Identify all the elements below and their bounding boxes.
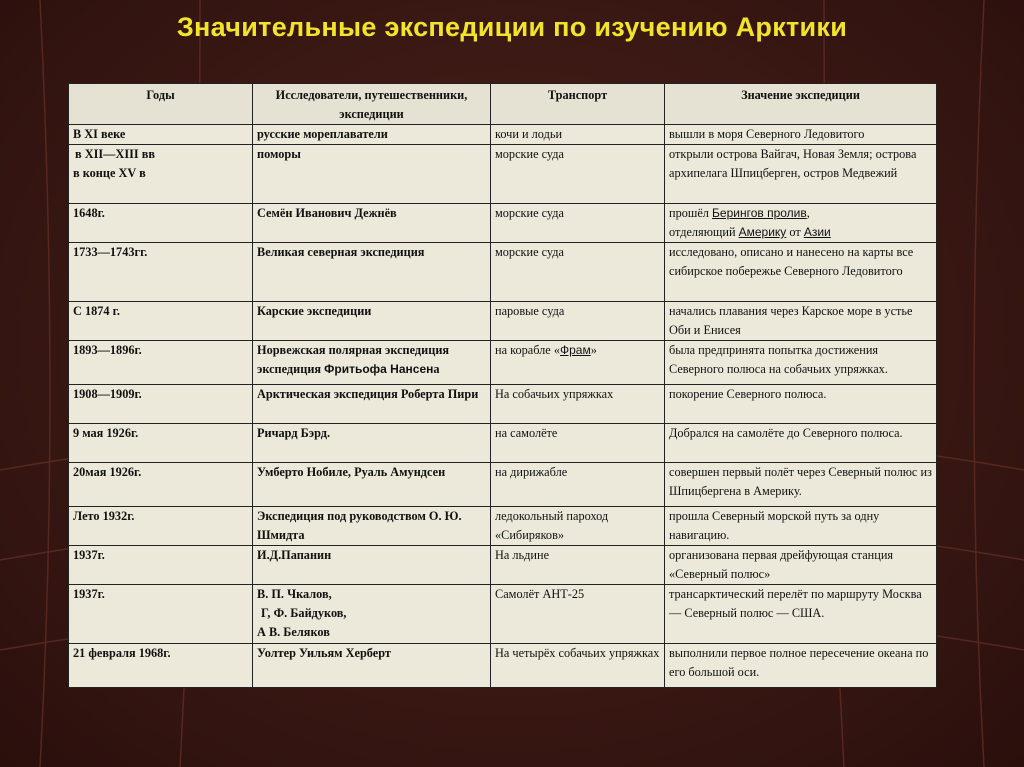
cell-significance [665, 204, 937, 243]
cell-year: 20мая 1926г. [69, 463, 253, 507]
table-row [69, 585, 937, 644]
cell-explorer-line: В. П. Чкалов, [257, 587, 332, 601]
cell-explorer [253, 585, 491, 644]
cell-transport: паровые суда [491, 302, 665, 341]
table-row [69, 644, 937, 688]
cell-year [69, 145, 253, 204]
cell-transport [491, 341, 665, 385]
cell-year: Лето 1932г. [69, 507, 253, 546]
cell-explorer-line: экспедиция Фритьофа Нансена [257, 362, 440, 376]
explorer-suffix: а [433, 362, 440, 376]
cell-significance: была предпринята попытка достижения Северного полюса на собачьих упряжках. [665, 341, 937, 385]
cell-significance: совершен первый полёт через Северный полюс из Шпицбергена в Америку. [665, 463, 937, 507]
transport-text: » [590, 343, 597, 357]
cell-significance: покорение Северного полюса. [665, 385, 937, 424]
expeditions-table [68, 83, 937, 688]
significance-text: прошёл [669, 206, 709, 220]
cell-significance: организована первая дрейфующая станция «Северный полюс» [665, 546, 937, 585]
cell-year-line: в XII—XIII вв [75, 147, 156, 161]
cell-explorer: И.Д.Папанин [253, 546, 491, 585]
cell-explorer: Экспедиция под руководством О. Ю. Шмидта [253, 507, 491, 546]
cell-year-line: в конце XV в [73, 166, 146, 180]
cell-year: 1937г. [69, 546, 253, 585]
cell-year: 1937г. [69, 585, 253, 644]
transport-text: на корабле « [495, 343, 560, 357]
cell-transport: морские суда [491, 204, 665, 243]
page-title: Значительные экспедиции по изучению Арктики [176, 12, 848, 42]
cell-significance: открыли острова Вайгач, Новая Земля; острова архипелага Шпицберген, остров Медвежий [665, 145, 937, 204]
cell-explorer: Великая северная экспедиция [253, 243, 491, 302]
significance-text: отделяющий [669, 225, 736, 239]
header-significance: Значение экспедиции [665, 84, 937, 125]
cell-transport: морские суда [491, 145, 665, 204]
significance-text: от [789, 225, 801, 239]
table-row [69, 546, 937, 585]
cell-explorer: Умберто Нобиле, Руаль Амундсен [253, 463, 491, 507]
table-row [69, 302, 937, 341]
cell-explorer: Семён Иванович Дежнёв [253, 204, 491, 243]
cell-year: 1893—1896г. [69, 341, 253, 385]
cell-significance: выполнили первое полное пересечение океана по его большой оси. [665, 644, 937, 688]
table-row [69, 463, 937, 507]
table-row [69, 385, 937, 424]
table-row [69, 341, 937, 385]
header-transport: Транспорт [491, 84, 665, 125]
cell-explorer: Карские экспедиции [253, 302, 491, 341]
cell-explorer: Арктическая экспедиция Роберта Пири [253, 385, 491, 424]
cell-explorer: поморы [253, 145, 491, 204]
cell-explorer: Уолтер Уильям Херберт [253, 644, 491, 688]
table-row [69, 204, 937, 243]
cell-significance: прошла Северный морской путь за одну навигацию. [665, 507, 937, 546]
table-header-row [69, 84, 937, 125]
cell-explorer-line: Норвежская полярная экспедиция [257, 343, 450, 357]
link-asia[interactable]: Азии [803, 225, 831, 239]
cell-year: 1648г. [69, 204, 253, 243]
significance-text: , [806, 206, 810, 220]
cell-significance: Добрался на самолёте до Северного полюса. [665, 424, 937, 463]
cell-explorer: русские мореплаватели [253, 125, 491, 145]
table-row [69, 424, 937, 463]
link-bering-strait[interactable]: Берингов пролив [712, 206, 807, 220]
explorer-name-nansen: Фритьофа Нансен [324, 362, 434, 376]
cell-year: 21 февраля 1968г. [69, 644, 253, 688]
cell-significance: трансарктический перелёт по маршруту Москва — Северный полюс — США. [665, 585, 937, 644]
cell-transport: ледокольный пароход «Сибиряков» [491, 507, 665, 546]
link-america[interactable]: Америку [738, 225, 787, 239]
cell-transport: На собачьих упряжках [491, 385, 665, 424]
cell-year: 1908—1909г. [69, 385, 253, 424]
cell-transport: на дирижабле [491, 463, 665, 507]
link-fram[interactable]: Фрам [560, 343, 591, 357]
header-years: Годы [69, 84, 253, 125]
cell-explorer: Ричард Бэрд. [253, 424, 491, 463]
cell-transport: На четырёх собачьих упряжках [491, 644, 665, 688]
cell-explorer-line: А В. Беляков [257, 625, 330, 639]
cell-transport: Самолёт АНТ-25 [491, 585, 665, 644]
cell-significance: начались плавания через Карское море в устье Оби и Енисея [665, 302, 937, 341]
table-row [69, 243, 937, 302]
cell-significance: исследовано, описано и нанесено на карты все сибирское побережье Северного Ледовитого [665, 243, 937, 302]
table-row [69, 145, 937, 204]
cell-year: 9 мая 1926г. [69, 424, 253, 463]
cell-explorer-line: Г, Ф. Байдуков, [261, 606, 347, 620]
cell-year: В XI веке [69, 125, 253, 145]
header-explorers: Исследователи, путешественники, экспедиции [253, 84, 491, 125]
table-row [69, 507, 937, 546]
cell-explorer [253, 341, 491, 385]
cell-significance: вышли в моря Северного Ледовитого [665, 125, 937, 145]
cell-transport: морские суда [491, 243, 665, 302]
cell-year: С 1874 г. [69, 302, 253, 341]
cell-transport: кочи и лодьи [491, 125, 665, 145]
table-row [69, 125, 937, 145]
cell-year: 1733—1743гг. [69, 243, 253, 302]
cell-transport: На льдине [491, 546, 665, 585]
cell-transport: на самолёте [491, 424, 665, 463]
